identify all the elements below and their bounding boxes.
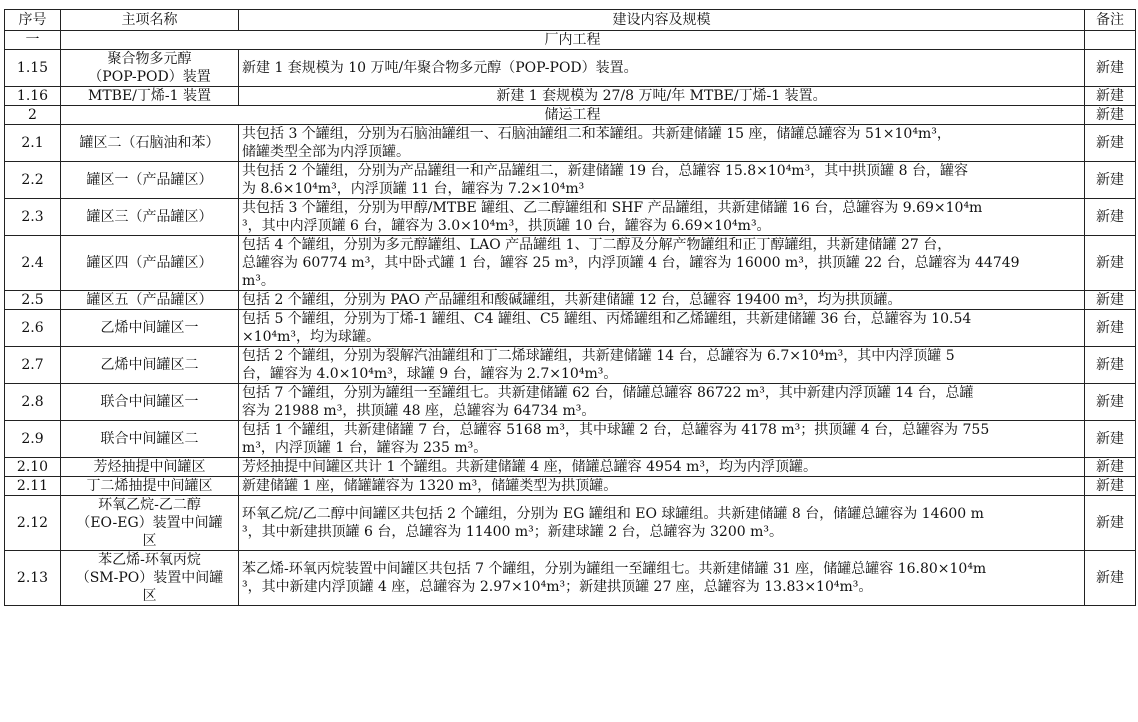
row-name [61, 551, 239, 606]
row-no: 2.2 [5, 162, 61, 199]
row-note: 新建 [1085, 125, 1136, 162]
row-content [239, 162, 1085, 199]
section-no: 一 [5, 31, 61, 50]
table-row [5, 384, 1136, 421]
row-content-line: ³，其中新建内浮顶罐 4 座，总罐容为 2.97×10⁴m³；新建拱顶罐 27 座，总罐容为 13.83×10⁴m³。 [242, 579, 873, 595]
row-no: 2.4 [5, 236, 61, 291]
row-name-line: 联合中间罐区一 [100, 394, 199, 410]
row-content-line: 包括 7 个罐组，分别为罐组一至罐组七。共新建储罐 62 台，储罐总罐容 86722 m³，其中新建内浮顶罐 14 台，总罐 [242, 385, 974, 401]
header-no: 序号 [5, 10, 61, 31]
row-content [239, 477, 1085, 496]
row-content [239, 291, 1085, 310]
row-note: 新建 [1085, 551, 1136, 606]
row-content-line: 总罐容为 60774 m³，其中卧式罐 1 台，罐容 25 m³，内浮顶罐 4 台，罐容为 16000 m³，拱顶罐 22 台，总罐容为 44749 [242, 255, 1020, 271]
section-note: 新建 [1085, 106, 1136, 125]
table-row [5, 87, 1136, 106]
row-content [239, 199, 1085, 236]
table-row [5, 347, 1136, 384]
table-row [5, 477, 1136, 496]
row-no: 2.10 [5, 458, 61, 477]
row-name [61, 347, 239, 384]
row-content-line: m³，内浮顶罐 1 台，罐容为 235 m³。 [242, 440, 488, 456]
row-note: 新建 [1085, 291, 1136, 310]
row-no: 2.8 [5, 384, 61, 421]
row-no: 2.13 [5, 551, 61, 606]
header-name: 主项名称 [61, 10, 239, 31]
row-content-line: 包括 5 个罐组，分别为丁烯-1 罐组、C4 罐组、C5 罐组、丙烯罐组和乙烯罐组，共新建储罐 36 台，总罐容为 10.54 [242, 311, 972, 327]
row-note: 新建 [1085, 162, 1136, 199]
row-name-line: MTBE/丁烯-1 装置 [88, 88, 211, 104]
row-no: 2.6 [5, 310, 61, 347]
row-note: 新建 [1085, 477, 1136, 496]
row-note: 新建 [1085, 347, 1136, 384]
row-no: 2.1 [5, 125, 61, 162]
table-row [5, 291, 1136, 310]
table-row [5, 50, 1136, 87]
row-name-line: 罐区五（产品罐区） [86, 292, 213, 308]
row-content-line: 共包括 3 个罐组，分别为石脑油罐组一、石脑油罐组二和苯罐组。共新建储罐 15 座，储罐总罐容为 51×10⁴m³， [242, 126, 951, 142]
table-row [5, 310, 1136, 347]
row-content-line: 苯乙烯-环氧丙烷装置中间罐区共包括 7 个罐组，分别为罐组一至罐组七。共新建储罐 31 座，储罐总罐容 16.80×10⁴m [242, 561, 987, 577]
row-content [239, 458, 1085, 477]
row-name [61, 384, 239, 421]
row-name [61, 458, 239, 477]
row-name-line: （EO-EG）装置中间罐 [76, 515, 223, 531]
row-note: 新建 [1085, 421, 1136, 458]
row-name [61, 87, 239, 106]
row-content [239, 384, 1085, 421]
row-content-line: 台，罐容为 4.0×10⁴m³，球罐 9 台，罐容为 2.7×10⁴m³。 [242, 366, 618, 382]
row-no: 2.12 [5, 496, 61, 551]
row-no: 2.3 [5, 199, 61, 236]
row-content-line: 包括 2 个罐组，分别为 PAO 产品罐组和酸碱罐组，共新建储罐 12 台，总罐容 19400 m³，均为拱顶罐。 [242, 292, 902, 308]
section-row-storage [5, 106, 1136, 125]
row-name-line: 罐区三（产品罐区） [86, 209, 213, 225]
row-name [61, 496, 239, 551]
row-no: 2.7 [5, 347, 61, 384]
row-name-line: 苯乙烯-环氧丙烷 [98, 552, 201, 568]
section-no: 2 [5, 106, 61, 125]
row-content-line: 包括 2 个罐组，分别为裂解汽油罐组和丁二烯球罐组，共新建储罐 14 台，总罐容为 6.7×10⁴m³，其中内浮顶罐 5 [242, 348, 955, 364]
row-name-line: 罐区一（产品罐区） [86, 172, 213, 188]
row-content-line: 容为 21988 m³，拱顶罐 48 座，总罐容为 64734 m³。 [242, 403, 596, 419]
row-note: 新建 [1085, 236, 1136, 291]
row-content [239, 87, 1085, 106]
row-content-line: 共包括 3 个罐组，分别为甲醇/MTBE 罐组、乙二醇罐组和 SHF 产品罐组，共新建储罐 16 台，总罐容为 9.69×10⁴m [242, 200, 983, 216]
row-content-line: 新建储罐 1 座，储罐罐容为 1320 m³，储罐类型为拱顶罐。 [242, 478, 618, 494]
row-name-line: 区 [142, 588, 157, 604]
row-content-line: ³，其中内浮顶罐 6 台，罐容为 3.0×10⁴m³，拱顶罐 10 台，罐容为 6.69×10⁴m³。 [242, 218, 771, 234]
row-name [61, 50, 239, 87]
row-content [239, 421, 1085, 458]
row-no: 2.5 [5, 291, 61, 310]
table-row [5, 162, 1136, 199]
row-content [239, 236, 1085, 291]
table-header-row [5, 10, 1136, 31]
row-name-line: 区 [142, 533, 157, 549]
table-row [5, 236, 1136, 291]
row-content-line: 为 8.6×10⁴m³，内浮顶罐 11 台，罐容为 7.2×10⁴m³ [242, 181, 585, 197]
row-name-line: 聚合物多元醇 [107, 51, 192, 67]
row-name [61, 199, 239, 236]
table-row [5, 458, 1136, 477]
row-name [61, 125, 239, 162]
section-title: 储运工程 [61, 106, 1085, 125]
row-name-line: 联合中间罐区二 [100, 431, 199, 447]
row-no: 1.15 [5, 50, 61, 87]
row-no: 1.16 [5, 87, 61, 106]
row-name-line: （SM-PO）装置中间罐 [75, 570, 224, 586]
table-row [5, 496, 1136, 551]
row-content-line: 芳烃抽提中间罐区共计 1 个罐组。共新建储罐 4 座，储罐总罐容 4954 m³，均为内浮顶罐。 [242, 459, 818, 475]
row-name-line: 乙烯中间罐区二 [100, 357, 199, 373]
row-note: 新建 [1085, 384, 1136, 421]
table-row [5, 421, 1136, 458]
row-content-line: ³，其中新建拱顶罐 6 台，总罐容为 11400 m³；新建球罐 2 台，总罐容为 3200 m³。 [242, 524, 783, 540]
section-note [1085, 31, 1136, 50]
section-title: 厂内工程 [61, 31, 1085, 50]
row-content [239, 125, 1085, 162]
row-note: 新建 [1085, 496, 1136, 551]
row-content-line: 包括 4 个罐组，分别为多元醇罐组、LAO 产品罐组 1、丁二醇及分解产物罐组和正丁醇罐组，共新建储罐 27 台， [242, 237, 952, 253]
row-content-line: ×10⁴m³，均为球罐。 [242, 329, 381, 345]
table-row [5, 551, 1136, 606]
table-body [5, 31, 1136, 606]
row-content [239, 551, 1085, 606]
row-name [61, 421, 239, 458]
row-content-line: 新建 1 套规模为 27/8 万吨/年 MTBE/丁烯-1 装置。 [496, 88, 827, 104]
row-content [239, 347, 1085, 384]
row-no: 2.9 [5, 421, 61, 458]
row-note: 新建 [1085, 458, 1136, 477]
header-content: 建设内容及规模 [239, 10, 1085, 31]
section-row-factory [5, 31, 1136, 50]
row-name-line: （POP-POD）装置 [88, 69, 211, 85]
row-name-line: 罐区四（产品罐区） [86, 255, 213, 271]
row-content-line: 包括 1 个罐组，共新建储罐 7 台，总罐容 5168 m³，其中球罐 2 台，总罐容为 4178 m³；拱顶罐 4 台，总罐容为 755 [242, 422, 990, 438]
row-content-line: m³。 [242, 273, 275, 289]
row-name [61, 477, 239, 496]
row-content-line: 共包括 2 个罐组，分别为产品罐组一和产品罐组二，新建储罐 19 台，总罐容 15.8×10⁴m³，其中拱顶罐 8 台，罐容 [242, 163, 968, 179]
row-name-line: 罐区二（石脑油和苯） [79, 135, 220, 151]
row-note: 新建 [1085, 87, 1136, 106]
row-name [61, 162, 239, 199]
construction-table [4, 9, 1136, 606]
table-row [5, 199, 1136, 236]
row-name-line: 乙烯中间罐区一 [100, 320, 199, 336]
row-content [239, 50, 1085, 87]
row-content-line: 储罐类型全部为内浮顶罐。 [242, 144, 410, 160]
row-content [239, 496, 1085, 551]
header-note: 备注 [1085, 10, 1136, 31]
row-content [239, 310, 1085, 347]
row-note: 新建 [1085, 199, 1136, 236]
table-row [5, 125, 1136, 162]
row-name-line: 环氧乙烷-乙二醇 [98, 497, 201, 513]
row-name-line: 丁二烯抽提中间罐区 [86, 478, 213, 494]
row-name [61, 291, 239, 310]
row-note: 新建 [1085, 50, 1136, 87]
row-content-line: 新建 1 套规模为 10 万吨/年聚合物多元醇（POP-POD）装置。 [242, 60, 638, 76]
row-name [61, 236, 239, 291]
row-note: 新建 [1085, 310, 1136, 347]
row-name-line: 芳烃抽提中间罐区 [93, 459, 206, 475]
row-content-line: 环氧乙烷/乙二醇中间罐区共包括 2 个罐组，分别为 EG 罐组和 EO 球罐组。共新建储罐 8 台，储罐总罐容为 14600 m [242, 506, 984, 522]
row-name [61, 310, 239, 347]
row-no: 2.11 [5, 477, 61, 496]
